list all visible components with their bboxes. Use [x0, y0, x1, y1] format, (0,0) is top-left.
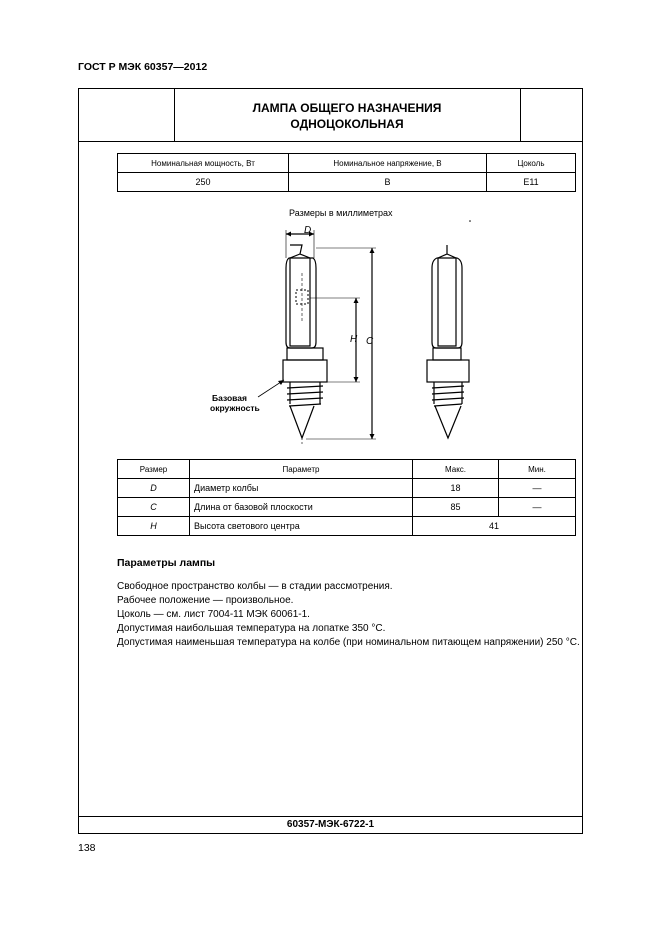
reference-label-2: окружность — [210, 403, 260, 413]
lamp-outline-view — [427, 220, 471, 438]
header-max: Макс. — [413, 460, 499, 479]
row-parameter: Диаметр колбы — [190, 479, 413, 498]
title-block — [79, 89, 582, 142]
reference-label-1: Базовая — [212, 393, 247, 403]
row-symbol: C — [118, 498, 190, 517]
dim-c-label: C — [366, 336, 374, 347]
row-max: 85 — [413, 498, 499, 517]
title-line-2: ОДНОЦОКОЛЬНАЯ — [290, 117, 404, 131]
header-size: Размер — [118, 460, 190, 479]
header-parameter: Параметр — [190, 460, 413, 479]
title-line-1: ЛАМПА ОБЩЕГО НАЗНАЧЕНИЯ — [252, 101, 442, 115]
row-min: — — [499, 498, 576, 517]
section-title: Параметры лампы — [117, 557, 216, 569]
ratings-value-row — [118, 173, 576, 192]
ratings-table — [117, 153, 576, 192]
dimensions-table — [117, 459, 576, 536]
sheet-title — [175, 100, 519, 132]
header-voltage: Номинальное напряжение, В — [289, 154, 487, 173]
table-row — [118, 498, 576, 517]
row-max: 18 — [413, 479, 499, 498]
lamp-parameters-section — [117, 557, 597, 650]
sheet-code: 60357-МЭК-6722-1 — [286, 819, 375, 830]
parameter-line: Допустимая наименьшая температура на колбе (при номинальном питающем напряжении) 250 °С. — [117, 637, 580, 648]
dim-h-label: H — [350, 334, 358, 345]
value-base: E11 — [487, 173, 576, 192]
value-voltage: В — [289, 173, 487, 192]
sheet-footer — [79, 816, 582, 833]
parameter-line: Свободное пространство колбы — в стадии рассмотрения. — [117, 581, 393, 592]
header-base: Цоколь — [487, 154, 576, 173]
row-symbol: H — [118, 517, 190, 536]
row-min: — — [499, 479, 576, 498]
table-row — [118, 479, 576, 498]
row-parameter: Высота светового центра — [190, 517, 413, 536]
dimensions-header-row — [118, 460, 576, 479]
title-right-cell — [520, 89, 583, 141]
dim-d-label: D — [304, 225, 312, 236]
document-header: ГОСТ Р МЭК 60357—2012 — [78, 61, 208, 73]
lamp-dimensioned-view — [210, 225, 376, 444]
table-row — [118, 517, 576, 536]
title-left-cell — [79, 89, 175, 141]
parameter-line: Рабочее положение — произвольное. — [117, 595, 294, 606]
value-power: 250 — [118, 173, 289, 192]
row-value: 41 — [413, 517, 576, 536]
page-number: 138 — [78, 842, 96, 854]
header-min: Мин. — [499, 460, 576, 479]
header-power: Номинальная мощность, Вт — [118, 154, 289, 173]
parameter-line: Допустимая наибольшая температура на лопатке 350 °С. — [117, 623, 386, 634]
lamp-drawing — [190, 218, 490, 450]
dimensions-caption: Размеры в миллиметрах — [289, 208, 393, 218]
ratings-header-row — [118, 154, 576, 173]
row-symbol: D — [118, 479, 190, 498]
parameter-line: Цоколь — см. лист 7004-11 МЭК 60061-1. — [117, 609, 310, 620]
row-parameter: Длина от базовой плоскости — [190, 498, 413, 517]
